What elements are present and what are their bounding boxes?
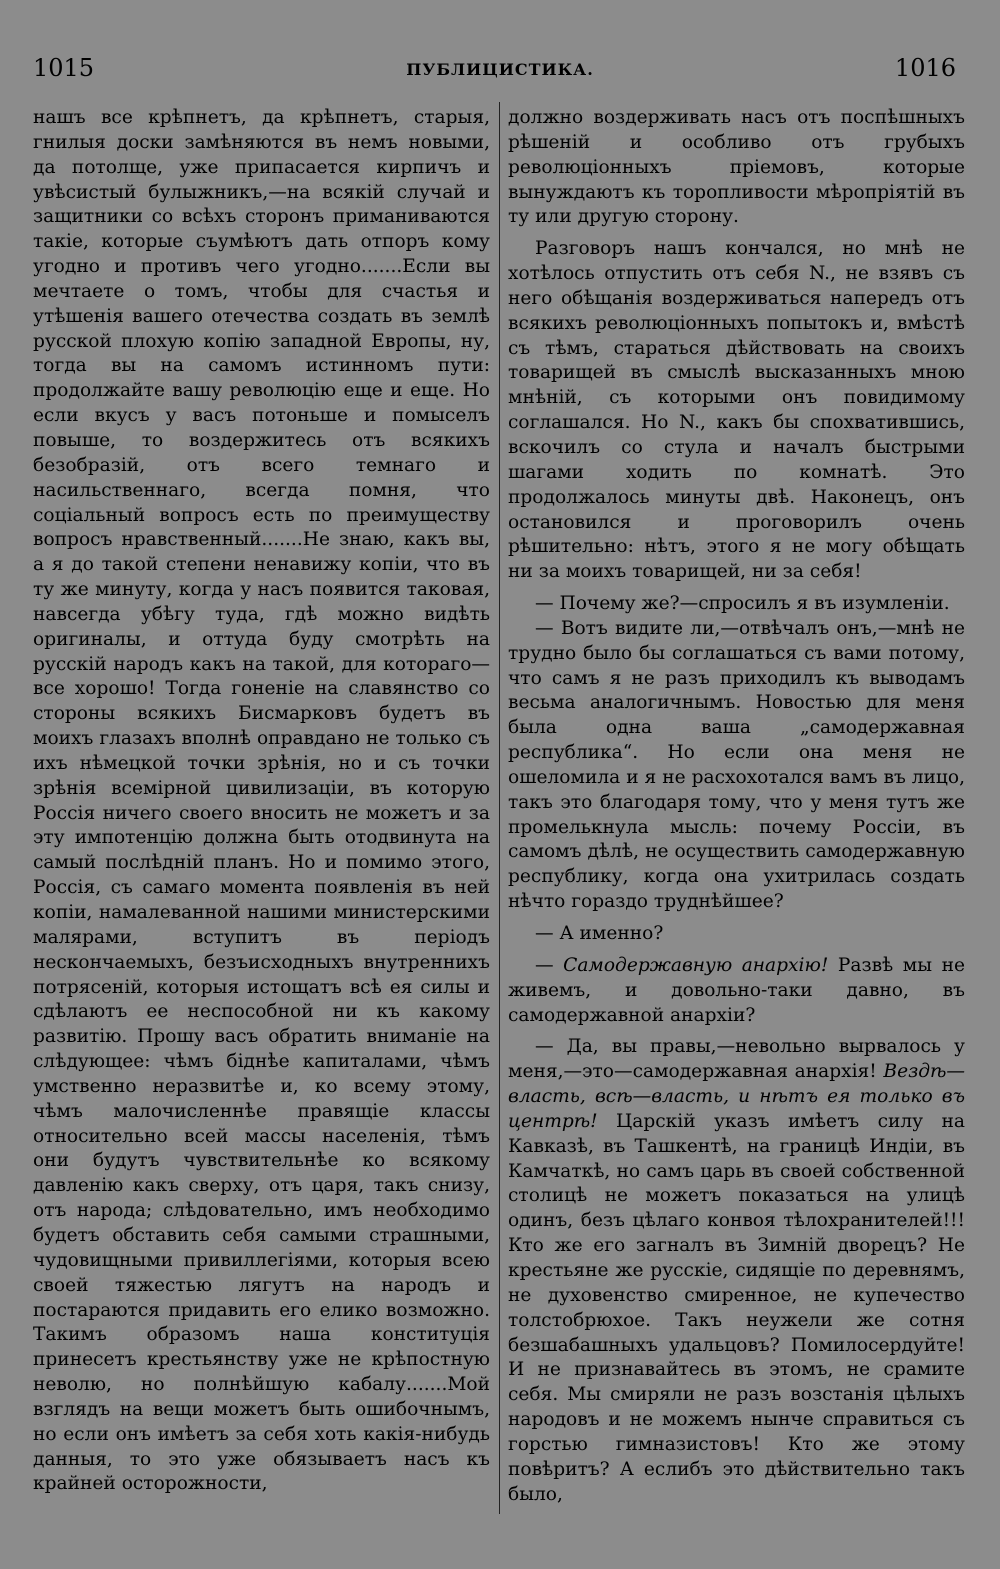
paragraph-6-lead: —	[535, 954, 564, 976]
paragraph-7-italic: Вездѣ—власть, всѣ—власть, и нѣтъ ея только въ центрѣ!	[508, 1061, 965, 1132]
page-number-left: 1015	[33, 54, 95, 82]
paragraph-7	[508, 1035, 965, 1507]
left-column	[33, 106, 490, 1497]
paragraph-7-lead: — Да, вы правы,—невольно вырвалось у меня,—это—самодержавная анархія!	[508, 1036, 965, 1083]
paragraph-6-rest: Развѣ мы не живемъ, и довольно-таки давно, въ самодержавной анархіи?	[508, 954, 965, 1026]
right-column	[508, 106, 965, 1507]
paragraph-4: — Вотъ видите ли,—отвѣчалъ онъ,—мнѣ не трудно было бы соглашаться съ вами потому, что самъ я не разъ приходилъ къ выводамъ весьма аналогичнымъ. Новостью для меня была одна ваша „самодержавная республика“. Но если она меня не ошеломила и я не расхохотался вамъ въ лицо, такъ это благодаря тому, что у меня тутъ же промелькнула мысль: почему Россіи, въ самомъ дѣлѣ, не осуществить самодержавную республику, когда она ухитрилась создать нѣчто гораздо труднѣйшее?	[508, 617, 965, 913]
paragraph-3: — Почему же?—спросилъ я въ изумленіи.	[535, 593, 950, 615]
page-number-right: 1016	[894, 54, 956, 82]
left-column-text: нашъ все крѣпнетъ, да крѣпнетъ, старыя, гнилыя доски замѣняются въ немъ новыми, да потолще, уже припасается кирпичъ и увѣсистый булыжникъ,—на всякій случай и защитники со всѣхъ сторонъ приманиваются такіе, которые съумѣютъ дать отпоръ кому угодно и противъ чего угодно.......Если вы мечтаете о томъ, чтобы для счастья и утѣшенія вашего отечества создать въ землѣ русской плохую копію западной Европы, ну, тогда вы на самомъ истинномъ пути: продолжайте вашу революцію еще и еще. Но если вкусъ у васъ потоньше и помыселъ повыше, то воздержитесь отъ всякихъ безобразій, отъ всего темнаго и насильственнаго, всегда помня, что соціальный вопросъ есть по преимуществу вопросъ нравственный.......Не знаю, какъ вы, а я до такой степени ненавижу копіи, что въ ту же минуту, когда у насъ появится таковая, навсегда убѣгу туда, гдѣ можно видѣть оригиналы, и оттуда буду смотрѣть на русскій народъ какъ на такой, для котораго—все хорошо! Тогда гоненіе на славянство со стороны всякихъ Бисмарковъ будетъ въ моихъ глазахъ вполнѣ оправдано не только съ ихъ нѣмецкой точки зрѣнія, но и съ точки зрѣнія всемірной цивилизаціи, въ которую Россія ничего своего вносить не можетъ и за эту импотенцію должна быть отодвинута на самый послѣдній планъ. Но и помимо этого, Россія, съ самаго момента появленія въ ней копіи, намалеванной нашими министерскими малярами, вступитъ въ періодъ нескончаемыхъ, безъисходныхъ внутреннихъ потрясеній, которыя истощатъ всѣ ея силы и сдѣлаютъ ее неспособной ни къ какому развитію. Прошу васъ обратить вниманіе на слѣдующее: чѣмъ біднѣе капиталами, чѣмъ умственно неразвитѣе и, ко всему этому, чѣмъ малочисленнѣе правящіе классы относительно всей массы населенія, тѣмъ они будутъ чувствительнѣе ко всякому давленію какъ сверху, отъ царя, такъ снизу, отъ народа; слѣдовательно, имъ необходимо будетъ обставить себя самыми страшными, чудовищными привиллегіями, которыя всею своей тяжестью лягутъ на народъ и постараются придавить его елико возможно. Такимъ образомъ наша конституція принесетъ крестьянству уже не крѣпостную неволю, но полнѣйшую кабалу.......Мой взглядъ на вещи можетъ быть ошибочнымъ, но если онъ имѣетъ за себя хоть какія-нибудь данныя, то это уже обязываетъ насъ къ крайней осторожности,	[33, 107, 490, 1495]
column-divider	[499, 102, 500, 1514]
running-title: ПУБЛИЦИСТИКА.	[406, 60, 594, 79]
paragraph-1: должно воздерживать насъ отъ поспѣшныхъ рѣшеній и особливо отъ грубыхъ революціонныхъ пріемовъ, которые вынуждаютъ къ торопливости мѣропріятій въ ту или другую сторону.	[508, 107, 965, 228]
paragraph-2: Разговоръ нашъ кончался, но мнѣ не хотѣлось отпустить отъ себя N., не взявъ съ него обѣщанія воздерживаться напередъ отъ всякихъ революціонныхъ попытокъ и, вмѣстѣ съ тѣмъ, стараться дѣйствовать на своихъ товарищей въ смыслѣ высказанныхъ мною мнѣній, съ которыми онъ повидимому соглашался. Но N., какъ бы спохватившись, вскочилъ со стула и началъ быстрыми шагами ходить по комнатѣ. Это продолжалось минуты двѣ. Наконецъ, онъ остановился и проговорилъ очень рѣшительно: нѣтъ, этого я не могу обѣщать ни за моихъ товарищей, ни за себя!	[508, 238, 965, 583]
paragraph-5: — А именно?	[535, 923, 664, 944]
paragraph-6-italic: Самодержавную анархію!	[563, 954, 829, 976]
page-header	[0, 54, 1000, 84]
paragraph-7-rest: Царскій указъ имѣетъ силу на Кавказѣ, въ Ташкентѣ, на границѣ Индіи, въ Камчаткѣ, но самъ царь въ своей собственной столицѣ не можетъ показаться на улицѣ одинъ, безъ цѣлаго конвоя тѣлохранителей!!! Кто же его загналъ въ Зимній дворецъ? Не крестьяне же русскіе, сидящіе по деревнямъ, не духовенство смиренное, не купечество толстобрюхое. Такъ неужели же сотня безшабашныхъ удальцовъ? Помилосердуйте! И не признавайтесь въ этомъ, не срамите себя. Мы смиряли не разъ возстанія цѣлыхъ народовъ и не можемъ нынче справиться съ горстью гимназистовъ! Кто же этому повѣритъ? А еслибъ это дѣйствительно такъ было,	[508, 1110, 965, 1505]
paragraph-6	[508, 954, 965, 1029]
